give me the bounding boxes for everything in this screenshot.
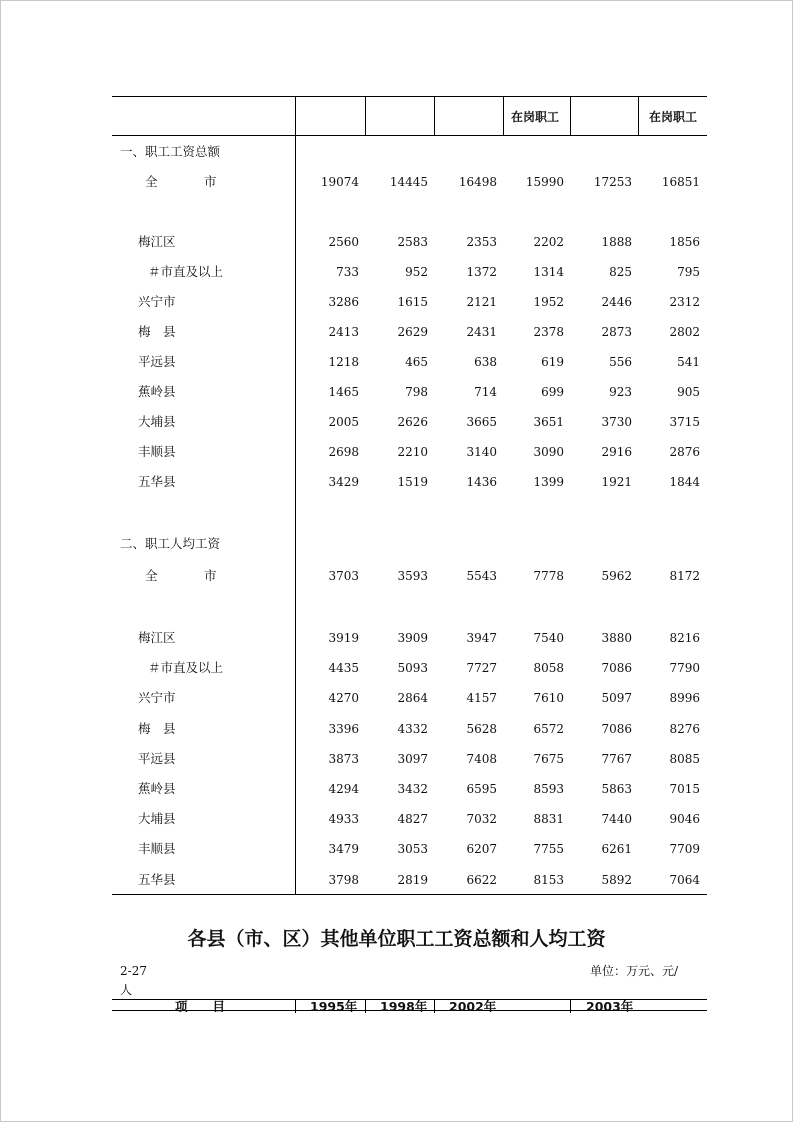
table-cell: 905: [677, 385, 700, 399]
table-cell: 714: [474, 385, 497, 399]
table-cell: 2431: [466, 325, 497, 339]
table-cell: 619: [541, 355, 564, 369]
table-rule: [112, 894, 707, 895]
table-cell: 733: [336, 265, 359, 279]
row-label: 兴宁市: [138, 690, 176, 706]
table-cell: 638: [474, 355, 497, 369]
table-cell: 6572: [533, 721, 564, 736]
column-rule: [434, 999, 435, 1013]
table-cell: 14445: [389, 175, 428, 189]
table-cell: 4294: [328, 782, 359, 796]
header-in-post-workers-2: 在岗职工: [649, 110, 698, 124]
table-cell: 7540: [533, 631, 564, 645]
table-cell: 8831: [533, 812, 564, 827]
table-cell: 541: [677, 355, 700, 369]
table-cell: 2378: [533, 325, 564, 339]
column-rule: [434, 96, 435, 135]
table-cell: 3665: [466, 415, 497, 429]
column-rule: [365, 96, 366, 135]
table-cell: 556: [609, 355, 632, 369]
table-cell: 1314: [533, 265, 564, 279]
table-cell: 8058: [533, 661, 564, 676]
table-cell: 15990: [525, 175, 564, 189]
header-year-2002: 2002年: [449, 999, 497, 1012]
table-cell: 9046: [669, 812, 700, 827]
table-cell: 699: [541, 385, 564, 399]
row-label: ＃市直及以上: [148, 264, 224, 279]
table-cell: 5097: [601, 691, 632, 706]
header-item: 项 目: [175, 999, 226, 1012]
table-cell: 3090: [533, 445, 564, 459]
table-cell: 795: [677, 265, 700, 279]
table-cell: 3396: [328, 721, 359, 736]
table-cell: 6595: [466, 782, 497, 796]
table-cell: 6207: [466, 842, 497, 857]
table-cell: 5628: [466, 721, 497, 736]
column-rule: [295, 96, 296, 894]
table-cell: 2876: [669, 445, 700, 459]
table-cell: 2802: [669, 325, 700, 339]
column-rule: [503, 96, 504, 135]
table-cell: 1856: [669, 235, 700, 249]
table-cell: 2864: [397, 691, 428, 706]
table-cell: 7778: [533, 569, 564, 583]
row-label: 梅江区: [138, 234, 176, 249]
table-cell: 4933: [328, 812, 359, 827]
table-cell: 1844: [669, 475, 700, 489]
row-label: 兴宁市: [138, 294, 176, 309]
table-cell: 8996: [669, 691, 700, 706]
table-cell: 8153: [533, 872, 564, 887]
table-cell: 3140: [466, 445, 497, 459]
table-cell: 7675: [533, 751, 564, 766]
table-cell: 2121: [466, 295, 497, 309]
table-cell: 1615: [397, 295, 428, 309]
row-label: 蕉岭县: [138, 384, 176, 399]
city-total-label-a: 全: [145, 568, 158, 583]
table-cell: 1888: [601, 235, 632, 249]
table-cell: 7086: [601, 661, 632, 676]
table-cell: 2626: [397, 415, 428, 429]
row-label: 丰顺县: [138, 841, 176, 857]
column-rule: [570, 96, 571, 135]
column-rule: [638, 96, 639, 135]
city-total-label-b: 市: [204, 174, 217, 189]
table-cell: 5543: [466, 569, 497, 583]
table-cell: 7408: [466, 751, 497, 766]
table-cell: 3593: [397, 569, 428, 583]
table-cell: 1952: [533, 295, 564, 309]
table-cell: 19074: [320, 175, 359, 189]
table-cell: 3880: [601, 631, 632, 645]
row-label: 平远县: [138, 354, 176, 369]
table-cell: 6261: [601, 842, 632, 857]
header-in-post-workers-1: 在岗职工: [511, 110, 560, 124]
table-cell: 7610: [533, 691, 564, 706]
city-total-label-b: 市: [204, 568, 217, 583]
table-cell: 7064: [669, 872, 700, 887]
row-label: 大埔县: [138, 414, 176, 429]
table-cell: 3479: [328, 842, 359, 857]
row-label: 蕉岭县: [138, 781, 176, 796]
table-cell: 7015: [669, 782, 700, 796]
table-cell: 1921: [601, 475, 632, 489]
table-cell: 2446: [601, 295, 632, 309]
table-cell: 2560: [328, 235, 359, 249]
table-cell: 1465: [328, 385, 359, 399]
table-rule: [112, 135, 707, 136]
table-cell: 7755: [533, 842, 564, 857]
table-cell: 2312: [669, 295, 700, 309]
table-cell: 3715: [669, 415, 700, 429]
table-cell: 3730: [601, 415, 632, 429]
table-title: 各县（市、区）其他单位职工工资总额和人均工资: [187, 928, 606, 950]
table-cell: 2698: [328, 445, 359, 459]
table-cell: 1519: [397, 475, 428, 489]
table-cell: 4157: [466, 691, 497, 706]
table-cell: 1399: [533, 475, 564, 489]
header-year-1995: 1995年: [310, 999, 358, 1012]
table-cell: 7767: [601, 751, 632, 766]
table-cell: 8276: [669, 721, 700, 736]
table-rule: [112, 96, 707, 97]
table-cell: 5863: [601, 782, 632, 796]
table-cell: 16851: [661, 175, 700, 189]
city-total-label-a: 全: [145, 174, 158, 189]
table-cell: 1218: [328, 355, 359, 369]
table-cell: 2005: [328, 415, 359, 429]
table-cell: 3703: [328, 569, 359, 583]
table-cell: 3909: [397, 631, 428, 645]
row-label: 五华县: [138, 474, 176, 489]
table-cell: 8593: [533, 782, 564, 796]
table-cell: 2916: [601, 445, 632, 459]
table-cell: 825: [609, 265, 632, 279]
table-cell: 1372: [466, 265, 497, 279]
row-label: 大埔县: [138, 811, 176, 827]
table-cell: 2629: [397, 325, 428, 339]
table-cell: 16498: [458, 175, 497, 189]
row-label: 梅 县: [138, 720, 176, 736]
table-cell: 7709: [669, 842, 700, 857]
table-cell: 8172: [669, 569, 700, 583]
table-cell: 2873: [601, 325, 632, 339]
column-rule: [365, 999, 366, 1013]
table-cell: 7032: [466, 812, 497, 827]
table-cell: 4435: [328, 661, 359, 676]
table-cell: 465: [405, 355, 428, 369]
table-cell: 3097: [397, 751, 428, 766]
column-rule: [295, 999, 296, 1013]
table-cell: 2413: [328, 325, 359, 339]
header-year-2003: 2003年: [586, 999, 634, 1012]
table-cell: 3432: [397, 782, 428, 796]
table-cell: 7440: [601, 812, 632, 827]
row-label: 五华县: [138, 871, 176, 887]
table-cell: 7727: [466, 661, 497, 676]
table-cell: 5962: [601, 569, 632, 583]
table-cell: 4827: [397, 812, 428, 827]
row-label: ＃市直及以上: [148, 660, 224, 676]
column-rule: [570, 999, 571, 1013]
table-cell: 3919: [328, 631, 359, 645]
table-cell: 2210: [397, 445, 428, 459]
row-label: 丰顺县: [138, 444, 176, 459]
table-cell: 2819: [397, 872, 428, 887]
header-year-1998: 1998年: [380, 999, 428, 1012]
section-title-total-wages: 一、职工工资总额: [120, 144, 221, 159]
table-cell: 3947: [466, 631, 497, 645]
row-label: 梅江区: [138, 630, 176, 645]
table-number: 2-27: [120, 964, 147, 978]
table-cell: 5093: [397, 661, 428, 676]
table-cell: 3286: [328, 295, 359, 309]
table-cell: 798: [405, 385, 428, 399]
unit-label: 单位：万元、元/: [590, 964, 679, 978]
table-cell: 3053: [397, 842, 428, 857]
table-cell: 17253: [593, 175, 632, 189]
table-cell: 3798: [328, 872, 359, 887]
table-cell: 952: [405, 265, 428, 279]
table-cell: 8216: [669, 631, 700, 645]
row-label: 梅 县: [138, 324, 176, 339]
row-label: 平远县: [138, 750, 176, 766]
section-title-average-wage: 二、职工人均工资: [120, 536, 221, 551]
table-cell: 1436: [466, 475, 497, 489]
table-cell: 4332: [397, 721, 428, 736]
table-cell: 3429: [328, 475, 359, 489]
table-cell: 923: [609, 385, 632, 399]
table-cell: 7790: [669, 661, 700, 676]
table-cell: 7086: [601, 721, 632, 736]
table-cell: 2353: [466, 235, 497, 249]
table-cell: 3873: [328, 751, 359, 766]
table-cell: 4270: [328, 691, 359, 706]
table-cell: 3651: [533, 415, 564, 429]
table-cell: 8085: [669, 751, 700, 766]
table-cell: 5892: [601, 872, 632, 887]
table-cell: 2202: [533, 235, 564, 249]
unit-label-continued: 人: [120, 983, 133, 997]
table-cell: 6622: [466, 872, 497, 887]
table-cell: 2583: [397, 235, 428, 249]
